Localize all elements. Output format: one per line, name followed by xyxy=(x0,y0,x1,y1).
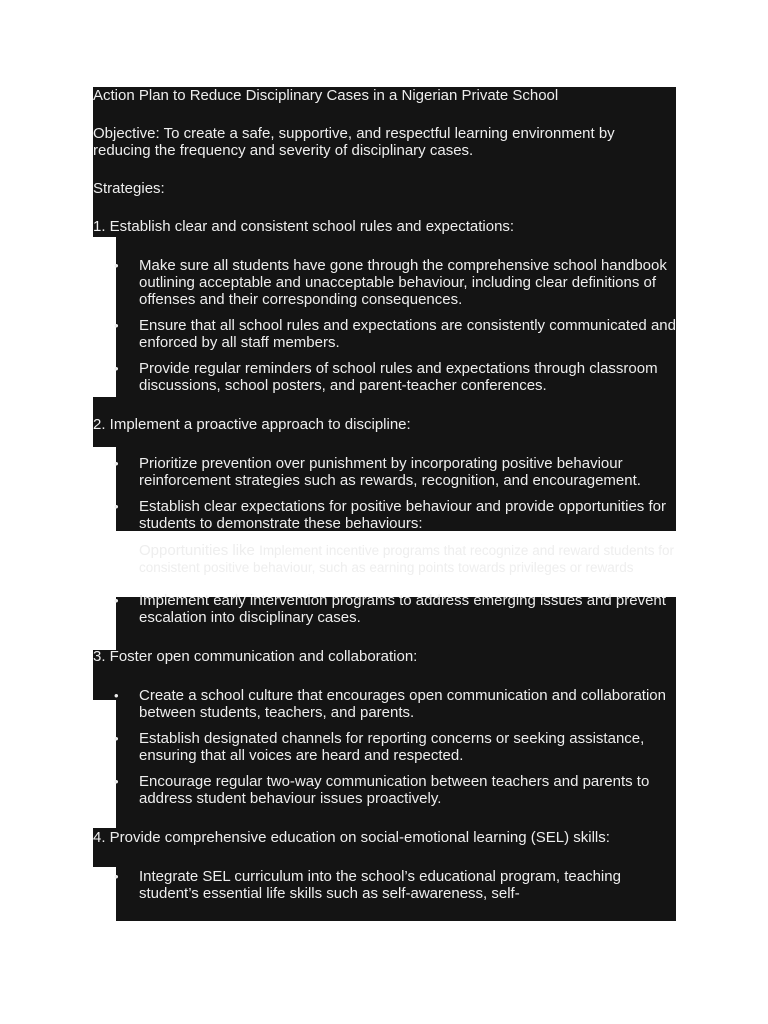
objective-line-1: Objective: To create a safe, supportive, and respectful learning environment by xyxy=(93,125,615,142)
section-4-list xyxy=(93,868,678,902)
bullet-icon: • xyxy=(114,361,119,376)
sub-note-text: Implement incentive programs that recognize and reward students for consistent positive behaviour, such as earning points towards privileges or rewards xyxy=(139,543,675,575)
objective-line-2: reducing the frequency and severity of disciplinary cases. xyxy=(93,142,474,159)
list-item: • Provide regular reminders of school rules and expectations through classroom discussions, school posters, and parent-teacher conferences. xyxy=(114,360,658,394)
bullet-icon: • xyxy=(114,258,119,273)
list-item: • Implement early intervention programs to address emerging issues and prevent escalation into disciplinary cases. xyxy=(114,592,666,626)
bullet-icon: • xyxy=(114,318,119,333)
bullet-icon: • xyxy=(114,593,119,608)
section-heading-1: 1. Establish clear and consistent school rules and expectations: xyxy=(93,218,515,235)
list-item: • Establish designated channels for reporting concerns or seeking assistance, ensuring that all voices are heard and respected. xyxy=(114,730,645,764)
section-heading-3: 3. Foster open communication and collaboration: xyxy=(93,648,418,665)
section-heading-4: 4. Provide comprehensive education on social-emotional learning (SEL) skills: xyxy=(93,829,610,846)
list-item: • Prioritize prevention over punishment by incorporating positive behaviour reinforcement strategies such as rewards, recognition, and encouragement. xyxy=(114,455,641,489)
bullet-icon: • xyxy=(114,456,119,471)
list-item: • Ensure that all school rules and expectations are consistently communicated and enforced by all staff members. xyxy=(114,317,676,351)
list-item: • Encourage regular two-way communication between teachers and parents to address student behaviour issues proactively. xyxy=(114,773,650,807)
bullet-icon: • xyxy=(114,774,119,789)
section-2-list-continued xyxy=(93,592,678,626)
sub-note xyxy=(93,542,678,576)
section-heading-2: 2. Implement a proactive approach to discipline: xyxy=(93,416,411,433)
bullet-icon: • xyxy=(114,869,119,884)
strategies-label: Strategies: xyxy=(93,180,165,197)
bullet-icon: • xyxy=(114,688,119,703)
section-2-list xyxy=(93,455,678,532)
list-item: • Create a school culture that encourages open communication and collaboration between students, teachers, and parents. xyxy=(114,687,666,721)
document-body xyxy=(93,87,678,902)
section-1-list xyxy=(93,257,678,394)
document-title: Action Plan to Reduce Disciplinary Cases in a Nigerian Private School xyxy=(93,87,559,104)
sub-note-lead: Opportunities like xyxy=(139,542,260,559)
bullet-icon: • xyxy=(114,731,119,746)
list-item: • Make sure all students have gone through the comprehensive school handbook outlining acceptable and unacceptable behaviour, including clear definitions of offenses and their corresponding consequences. xyxy=(114,257,667,308)
list-item: • Integrate SEL curriculum into the school’s educational program, teaching student’s essential life skills such as self-awareness, self- xyxy=(114,868,621,902)
bullet-icon: • xyxy=(114,499,119,514)
list-item: • Establish clear expectations for positive behaviour and provide opportunities for students to demonstrate these behaviours: xyxy=(114,498,666,532)
section-3-list xyxy=(93,687,678,807)
